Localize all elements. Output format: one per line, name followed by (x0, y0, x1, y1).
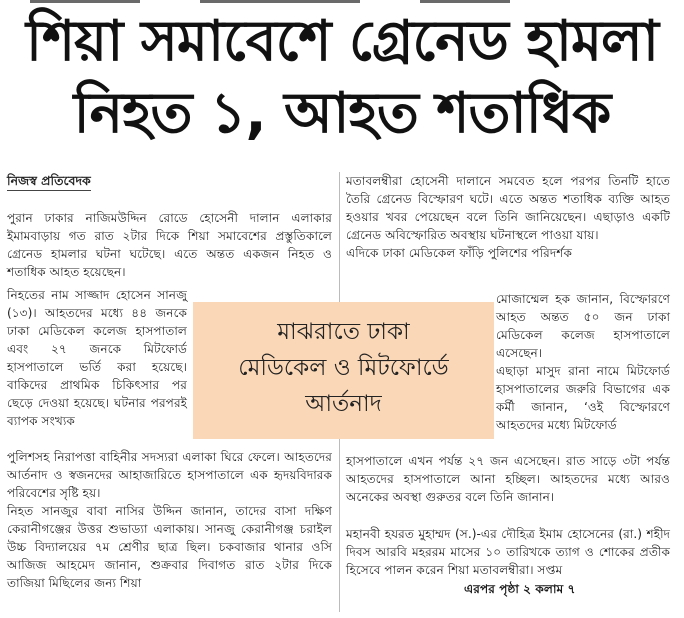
byline: নিজস্ব প্রতিবেদক (7, 172, 91, 191)
left-paragraph-3: নিহত সানজুর বাবা নাসির উদ্দিন জানান, তাদের বাসা দক্ষিণ কেরানীগঞ্জের উত্তর শুভাড্যা এলাকায়। সানজু কেরানীগঞ্জ চরাইল উচ্চ বিদ্যালয়ের ৭ম শ্রেণীর ছাত্র ছিল। চকবাজার থানার ওসি আজিজ আহমেদ জানান, শুক্রবার দিবাগত রাত ২টার দিকে তাজিয়া মিছিলের জন্য শিয়া (7, 504, 332, 590)
pull-quote-line-1: মাঝরাতে ঢাকা (277, 319, 410, 345)
pull-quote-line-2: মেডিকেল ও মিটফোর্ডে (238, 355, 449, 381)
right-paragraph-2a: এদিকে ঢাকা মেডিকেল ফাঁড়ি পুলিশের পরিদর্শক (346, 246, 573, 260)
headline-line-2: নিহত ১, আহত শতাধিক (73, 81, 611, 146)
right-paragraph-2b: মোজাম্মেল হক জানান, বিস্ফোরণে আহত অন্তত ৫০ জন ঢাকা মেডিকেল কলেজ হাসপাতালে এসেছেন। (496, 292, 670, 360)
right-paragraph-4: মহানবী হযরত মুহাম্মদ (স.)-এর দৌহিত্র ইমাম হোসেনের (রা.) শহীদ দিবস আরবি মহররম মাসের ১০ তারিখকে ত্যাগ ও শোকের প্রতীক হিসেবে পালন করেন শিয়া মতাবলম্বীরা। সপ্তম (346, 527, 670, 577)
right-paragraph-3a: এছাড়া মাসুদ রানা নামে মিটফোর্ড হাসপাতালের জরুরি বিভাগের এক কর্মী জানান, ‘ওই বিস্ফোরণে আহতদের মধ্যে মিটফোর্ড (496, 364, 670, 432)
continued-on-page-label: এরপর পৃষ্ঠা ২ কলাম ৭ (464, 582, 576, 596)
left-column (7, 172, 332, 281)
cropped-top-strip (0, 0, 684, 5)
left-paragraph-1: পুরান ঢাকার নাজিমউদ্দিন রোডে হোসেনী দালান এলাকার ইমামবাড়ায় গত রাত ২টার দিকে শিয়া সমাবেশের প্রস্তুতিকালে গ্রেনেড হামলার ঘটনা ঘটেছে। এতে অন্তত একজন নিহত ও শতাধিক আহত হয়েছেন। (7, 211, 332, 279)
right-column (346, 172, 670, 262)
left-paragraph-2a: নিহতের নাম সাজ্জাদ হোসেন সানজু (১৩)। আহতদের মধ্যে ৪৪ জনকে ঢাকা মেডিকেল কলেজ হাসপাতাল এবং ২৭ জনকে মিটফোর্ড হাসপাতালে ভর্তি করা হয়েছে। বাকিদের প্রাথমিক চিকিৎসার পর ছেড়ে দেওয়া হয়েছে। ঘটনার পরপরই ব্যাপক সংখ্যক (7, 288, 187, 428)
right-paragraph-1: মতাবলম্বীরা হোসেনী দালানে সমবেত হলে পরপর তিনটি হাতে তৈরি গ্রেনেড বিস্ফোরণ ঘটে। এতে অন্তত শতাধিক ব্যক্তি আহত হওয়ার খবর পেয়েছেন বলে তিনি জানিয়েছেন। এছাড়াও একটি গ্রেনেড অবিস্ফোরিত অবস্থায় ঘটনাস্থলে পাওয়া যায়। (346, 174, 670, 242)
right-paragraph-3b: হাসপাতালে এখন পর্যন্ত ২৭ জন এসেছেন। রাত সাড়ে ৩টা পর্যন্ত আহতদের হাসপাতালে আনা হচ্ছিল। আহতদের মধ্যে আরও অনেকের অবস্থা গুরুতর বলে তিনি জানান। (346, 454, 670, 504)
pull-quote-box (193, 302, 494, 439)
left-paragraph-2b: পুলিশসহ নিরাপত্তা বাহিনীর সদস্যরা এলাকা ঘিরে ফেলে। আহতদের আর্তনাদ ও স্বজনদের আহাজারিতে হাসপাতালে এক হৃদয়বিদারক পরিবেশের সৃষ্টি হয়। (7, 450, 332, 500)
headline-line-1: শিয়া সমাবেশে গ্রেনেড হামলা (25, 9, 659, 74)
pull-quote-line-3: আর্তনাদ (305, 391, 382, 417)
